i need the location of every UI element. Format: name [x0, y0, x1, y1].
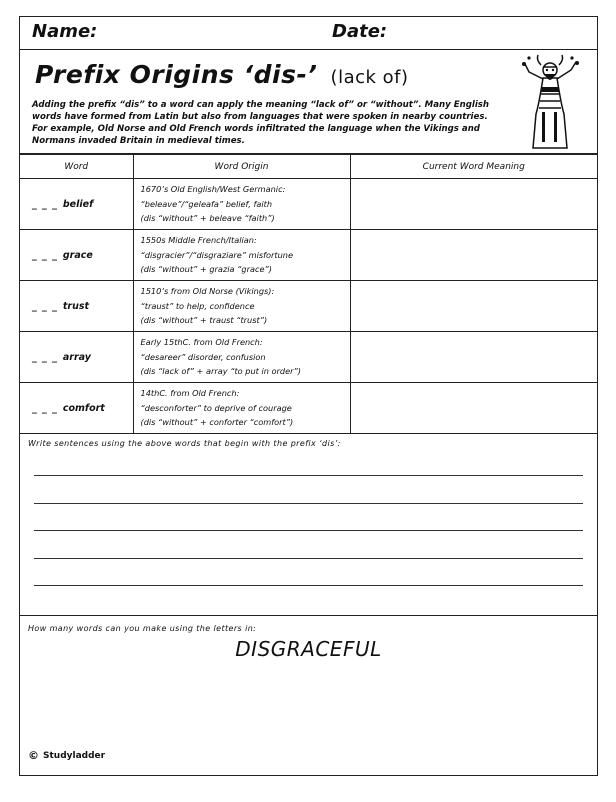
writing-line[interactable] — [34, 475, 583, 476]
table-row — [20, 332, 597, 383]
origin-cell — [133, 230, 350, 281]
col-header-word: Word — [20, 155, 133, 179]
prefix-blank[interactable]: _ _ _ — [32, 300, 58, 312]
anagram-prompt: How many words can you make using the letters in: — [28, 624, 257, 633]
name-label: Name: — [32, 21, 98, 42]
word-cell — [20, 383, 133, 434]
prefix-blank[interactable]: _ _ _ — [32, 351, 58, 363]
word-origin-table — [20, 154, 597, 434]
origin-line: 14thC. from Old French: — [140, 388, 240, 398]
brand-name: Studyladder — [43, 750, 106, 761]
meaning-answer-cell[interactable] — [350, 332, 597, 383]
table-row — [20, 383, 597, 434]
worksheet — [19, 16, 598, 776]
copyright-icon: © — [28, 749, 39, 762]
footer-copyright — [28, 749, 105, 762]
writing-line[interactable] — [34, 585, 583, 586]
origin-line: 1510’s from Old Norse (Vikings): — [140, 286, 275, 296]
origin-line: Early 15thC. from Old French: — [140, 337, 263, 347]
origin-cell — [133, 383, 350, 434]
word-cell — [20, 179, 133, 230]
sentences-section — [20, 429, 597, 616]
anagram-word: DISGRACEFUL — [235, 637, 382, 661]
origin-line: (dis “without” + beleave “faith”) — [140, 213, 275, 223]
writing-line[interactable] — [34, 530, 583, 531]
meaning-answer-cell[interactable] — [350, 179, 597, 230]
date-label: Date: — [332, 21, 388, 42]
title-block — [20, 50, 597, 154]
origin-line: 1550s Middle French/Italian: — [140, 235, 257, 245]
origin-line: (dis “lack of” + array “to put in order”) — [140, 366, 301, 376]
origin-line: “traust” to help, confidence — [140, 300, 255, 311]
word-cell — [20, 332, 133, 383]
intro-text: Adding the prefix “dis” to a word can apply the meaning “lack of” or “without”. Many English words have formed from Latin but also from languages that were spoken in nearby countries. For example, Old Norse and Old French words infiltrated the language when the Vikings and Normans invaded Britain in medieval times. — [32, 100, 489, 146]
table-header-row — [20, 155, 597, 179]
prefix-blank[interactable]: _ _ _ — [32, 402, 58, 414]
root-word: trust — [62, 300, 90, 312]
table-row — [20, 230, 597, 281]
origin-cell — [133, 332, 350, 383]
table-row — [20, 281, 597, 332]
meaning-answer-cell[interactable] — [350, 383, 597, 434]
word-cell — [20, 281, 133, 332]
origin-line: 1670’s Old English/West Germanic: — [140, 184, 286, 194]
title-subtitle: (lack of) — [330, 67, 409, 88]
origin-cell — [133, 281, 350, 332]
root-word: grace — [62, 249, 93, 261]
root-word: comfort — [62, 402, 105, 414]
origin-line: (dis “without” + conforter “comfort”) — [140, 417, 294, 427]
writing-line[interactable] — [34, 503, 583, 504]
header-row — [20, 17, 597, 50]
origin-line: “desareer” disorder, confusion — [140, 351, 266, 362]
viking-illustration-icon — [521, 54, 579, 150]
col-header-meaning: Current Word Meaning — [350, 155, 597, 179]
col-header-origin: Word Origin — [133, 155, 350, 179]
origin-line: (dis “without” + traust “trust”) — [140, 315, 268, 325]
origin-line: (dis “without” + grazia “grace”) — [140, 264, 272, 274]
word-cell — [20, 230, 133, 281]
root-word: belief — [62, 198, 94, 210]
table-row — [20, 179, 597, 230]
prefix-blank[interactable]: _ _ _ — [32, 198, 58, 210]
page-title — [35, 60, 409, 89]
meaning-answer-cell[interactable] — [350, 281, 597, 332]
origin-line: “desconforter” to deprive of courage — [140, 402, 292, 413]
meaning-answer-cell[interactable] — [350, 230, 597, 281]
origin-line: “disgracier”/“disgraziare” misfortune — [140, 249, 294, 260]
origin-cell — [133, 179, 350, 230]
root-word: array — [62, 351, 91, 363]
origin-line: “beleave”/“geleafa” belief, faith — [140, 198, 273, 209]
sentences-prompt: Write sentences using the above words that begin with the prefix ‘dis’: — [28, 439, 341, 448]
prefix-blank[interactable]: _ _ _ — [32, 249, 58, 261]
writing-line[interactable] — [34, 558, 583, 559]
title-main: Prefix Origins ‘dis-’ — [35, 60, 318, 89]
